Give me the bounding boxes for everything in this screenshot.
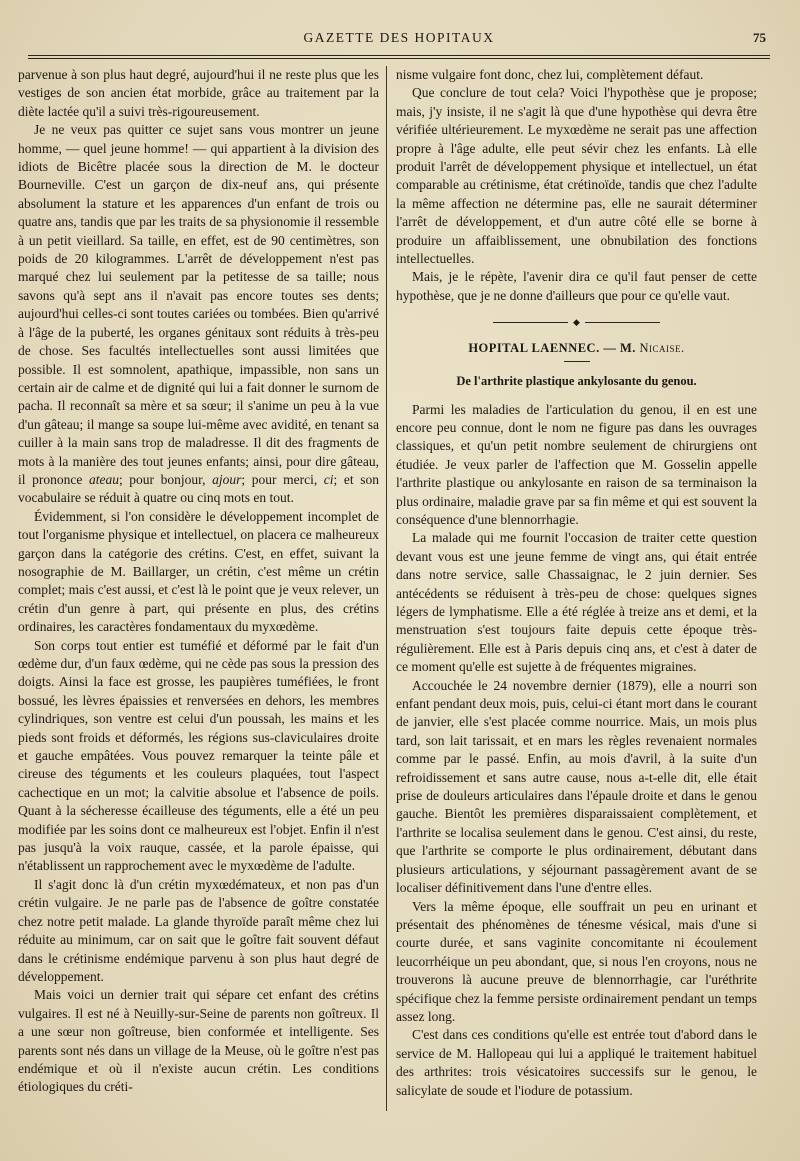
paragraph: C'est dans ces conditions qu'elle est entrée tout d'abord dans le service de M. Hallopeau qui lui a appliqué le traitement habituel des arthrites: trois vésicatoires successifs sur le genou, le salicylate de soude et l'iodure de potassium. [396, 1027, 757, 1098]
paragraph: parvenue à son plus haut degré, aujourd'hui il ne reste plus que les vestiges de son ancien état morbide, grâce au traitement par la diète lactée qu'il a suivi très-rigoureusement. [18, 67, 379, 119]
paragraph: Évidemment, si l'on considère le développement incomplet de tout l'organisme physique et intellectuel, on placera ce malheureux garçon dans la catégorie des crétins. C'est, en effet, suivant la nosographie de M. Baillarger, un crétin, c'est même un crétin complet; mais c'est aussi, et c'est là le point que je veux relever, un crétin d'un genre à part, qui présente en plus, des crétins ordinaires, les caractères fondamentaux du myxœdème. [18, 508, 379, 635]
paragraph: Accouchée le 24 novembre dernier (1879), elle a nourri son enfant pendant deux mois, puis, celui-ci étant mort dans le courant de janvier, elle s'est placée comme nourrice. Mais, un mois plus tard, son lait tarissait, et en mars les règles revenaient normales comme par le passé. Enfin, au mois d'avril, à la suite d'un refroidissement et sans autre cause, nous a-t-elle dit, elle était prise de douleurs articulaires dans l'épaule droite et dans le genou gauche. Bientôt les premières disparaissaient complètement, et l'arthrite se localisa seulement dans le genou. C'est ainsi, du reste, que l'arthrite se comporte le plus ordinairement, débutant dans plusieurs articulations, y séjournant passagèrement avant de se localiser définitivement dans l'une d'entre elles. [396, 677, 757, 896]
header-rule-bottom [28, 58, 770, 59]
paragraph: Son corps tout entier est tuméfié et déformé par le fait d'un œdème dur, d'un faux œdème, qui ne cède pas sous la pression des doigts. Ainsi la face est grosse, les paupières tuméfiées, le front bossué, les lèvres épaissies et renversées en dehors, les membres cylindriques, son ventre est celui d'un poussah, les mains et les pieds sont froids et déformés, les régions sus-claviculaires droite et gauche empâtées. Vous pouvez remarquer la teinte pâle et cireuse des téguments et les couleurs plaquées, tout l'aspect cachectique en un mot; la calvitie absolue et l'absence de poils. Quant à la sécheresse écailleuse des téguments, elle a été un peu modifiée par les soins dont ce malheureux est l'objet. Enfin il n'est pas jusqu'à la voix rauque, cassée, et la parole épaisse, qui n'établissent un rapprochement avec le myxœdème de l'adulte. [18, 637, 379, 874]
paragraph: Parmi les maladies de l'articulation du genou, il en est une encore peu connue, dont le nom ne figure pas dans les ouvrages classiques, et qu'un petit nombre seulement de chirurgiens ont étudiée. Je veux parler de l'affection que M. Gosselin appelle l'arthrite plastique ou ankylosante en raison de sa terminaison la plus ordinaire, maladie grave par sa fin même et qui est souvent la conséquence d'une blennorrhagie. [396, 401, 757, 527]
paragraph: La malade qui me fournit l'occasion de traiter cette question devant vous est une jeune femme de vingt ans, qui était entrée dans notre service, salle Chassaignac, le 2 juin dernier. Ses antécédents se réduisent à très-peu de chose: quelques signes légers de lymphatisme. Elle a été réglée à treize ans et demi, et la menstruation s'est toujours faite depuis cette époque très-régulièrement. Elle est à Paris depuis cinq ans, et c'est à dater de ce moment qu'elle est sujette à de fréquentes migraines. [396, 530, 757, 675]
paragraph: nisme vulgaire font donc, chez lui, complètement défaut. [396, 67, 704, 82]
right-column [396, 66, 757, 1136]
column-divider [386, 66, 387, 1111]
paragraph: Je ne veux pas quitter ce sujet sans vous montrer un jeune homme, — quel jeune homme! — qui appartient à la division des idiots de Bicêtre placée sous la direction de M. le docteur Bourneville. C'est un garçon de dix-neuf ans, qui présente absolument la stature et les apparences d'un enfant de trois ou quatre ans, tandis que par les traits de sa physionomie il ressemble à un petit vieillard. Sa taille, en effet, est de 90 centimètres, son poids de 20 kilogrammes. L'arrêt de développement n'est pas marqué chez lui seulement par la petitesse de sa taille; nous savons qu'à sept ans il n'avait pas encore toutes ses dents; aujourd'hui celles-ci sont toutes cariées ou tombées. Bien qu'arrivé à l'âge de la puberté, les organes génitaux sont réduits à très-peu de chose. Ses facultés intellectuelles sont aussi limitées que possible. Il est somnolent, apathique, impassible, non sans un certain air de calme et de dignité qui lui a fait donner le surnom de pacha. Il reconnaît sa mère et sa sœur; il s'anime un peu à la vue d'un gâteau; il mange sa soupe lui-même avec avidité, en tenant sa cuiller à la main sans trop de maladresse. Il dit des fragments de mots à la manière des tout jeunes enfants; ainsi, pour dire gâteau, il prononce ateau; pour bonjour, ajour; pour merci, ci; et son vocabulaire se réduit à quatre ou cinq mots en tout. [18, 122, 379, 506]
paragraph: Il s'agit donc là d'un crétin myxœdémateux, et non pas d'un crétin vulgaire. Je ne parle pas de l'absence de goître constatée chez notre petit malade. La glande thyroïde paraît même chez lui réduite au minimum, car on sait que le goître fait souvent défaut dans le crétinisme endémique parvenu à son plus haut degré de développement. [18, 876, 379, 984]
section-heading: HOPITAL LAENNEC. — M. Nicaise. [468, 340, 685, 355]
paragraph: Mais, je le répète, l'avenir dira ce qu'il faut penser de cette hypothèse, que je ne donne d'ailleurs que pour ce qu'elle vaut. [396, 269, 757, 303]
heading-rule [564, 361, 590, 362]
article-title: De l'arthrite plastique ankylosante du genou. [456, 374, 697, 389]
page-number: 75 [753, 30, 766, 45]
paragraph: Mais voici un dernier trait qui sépare cet enfant des crétins vulgaires. Il est né à Neuilly-sur-Seine de parents non goîtreux. Il a une sœur non goîtreuse, bien conformée et intelligente. Ses parents sont nés dans un village de la Meuse, où le goître n'est pas endémique et où il n'existe aucun crétin. Les conditions étiologiques du créti- [18, 987, 379, 1095]
journal-title: GAZETTE DES HOPITAUX [303, 30, 495, 45]
diamond-ornament-icon: ◆ [573, 316, 580, 327]
page-header [28, 30, 770, 52]
paragraph: Vers la même époque, elle souffrait un peu en urinant et présentait des phénomènes de ténesme vésical, mais d'une si courte durée, et sans vaginite concomitante ni écoulement leucorrhéique un peu abondant, que, si nous l'en croyons, nous ne trouverons là aucune preuve de blennorrhagie, car l'uréthrite spécifique chez la femme persiste ordinairement pendant un temps assez long. [396, 898, 757, 1024]
header-rule-top [28, 55, 770, 56]
section-separator [396, 317, 757, 326]
paragraph: Que conclure de tout cela? Voici l'hypothèse que je propose; mais, j'y insiste, il ne s'agit là que d'une hypothèse qui devra être vérifiée ultérieurement. Le myxœdème ne serait pas une affection propre à l'âge adulte, elle peut sévir chez les enfants. Là elle produit l'arrêt de développement physique et intellectuel, un état comparable au crétinisme, état crétinoïde, tandis que chez l'adulte la même affection ne détermine pas, elle ne saurait déterminer l'arrêt de développement, et d'un autre côté elle se borne à produire un affaiblissement, une obnubilation des fonctions intellectuelles. [396, 85, 757, 267]
left-column [18, 66, 379, 1136]
